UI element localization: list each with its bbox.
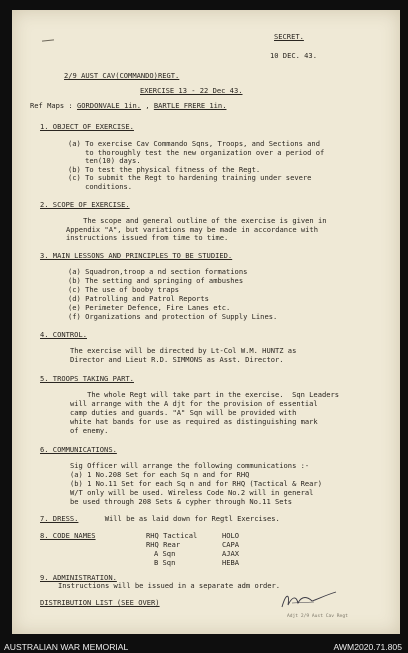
ref-maps-label: Ref Maps : — [30, 101, 77, 110]
unit-name: 2/9 AUST CAV(COMMANDO)REGT. — [64, 71, 180, 80]
section-5-line: white hat bands for use as required as distinguishing mark — [70, 417, 318, 426]
signature — [278, 589, 340, 611]
section-6-line: Sig Officer will arrange the following communications :- — [70, 461, 310, 470]
section-1-line: (a) To exercise Cav Commando Sqns, Troops, and Sections and — [68, 139, 320, 148]
section-6-line: (a) 1 No.208 Set for each Sq n and for RHQ — [70, 470, 250, 479]
section-3-item: (c) The use of booby traps — [68, 285, 180, 294]
code-name-unit: B Sqn — [154, 558, 176, 567]
section-4-line: The exercise will be directed by Lt-Col W.M. HUNTZ as — [70, 346, 297, 355]
section-6-heading: 6. COMMUNICATIONS. — [40, 445, 117, 454]
section-5-line: camp duties and guards. "A" Sqn will be provided with — [70, 408, 297, 417]
section-1-line: ten(10) days. — [68, 156, 141, 165]
footer-accession-number: AWM2020.71.805 — [333, 642, 402, 652]
exercise-title: EXERCISE 13 - 22 Dec 43. — [140, 86, 243, 95]
ref-map-sep: , — [141, 101, 154, 110]
code-name-unit: RHQ Rear — [146, 540, 181, 549]
section-1-line: (b) To test the physical fitness of the Regt. — [68, 165, 261, 174]
section-3-item: (e) Perimeter Defence, Fire Lanes etc. — [68, 303, 231, 312]
signature-title: Adjt 2/9 Aust Cav Regt — [287, 614, 348, 619]
section-4-line: Director and Lieut R.D. SIMMONS as Asst. Director. — [70, 355, 284, 364]
section-4-heading: 4. CONTROL. — [40, 330, 87, 339]
footer-institution: AUSTRALIAN WAR MEMORIAL — [4, 642, 129, 652]
section-5-line: will arrange with the A djt for the provision of essential — [70, 399, 318, 408]
code-name-code: HEBA — [222, 558, 240, 567]
code-name-code: AJAX — [222, 549, 240, 558]
code-name-code: CAPA — [222, 540, 240, 549]
section-7-heading: 7. DRESS. — [40, 514, 79, 523]
section-9-heading: 9. ADMINISTRATION. — [40, 573, 117, 582]
section-1-line: conditions. — [68, 182, 133, 191]
section-6-line: be used through 208 Sets & cypher through No.11 Sets — [70, 497, 293, 506]
section-1-line: (c) To submit the Regt to hardening training under severe — [68, 173, 312, 182]
section-3-heading: 3. MAIN LESSONS AND PRINCIPLES TO BE STUDIED. — [40, 251, 233, 260]
document-date: 10 DEC. 43. — [270, 51, 317, 60]
section-5-line: of enemy. — [70, 426, 109, 435]
section-2-line: Appendix "A", but variations may be made in accordance with — [66, 225, 318, 234]
section-5-line: The whole Regt will take part in the exercise. Sqn Leaders — [70, 390, 340, 399]
section-3-item: (d) Patrolling and Patrol Reports — [68, 294, 209, 303]
section-7 — [40, 515, 280, 524]
section-1-line: to thoroughly test the new organization over a period of — [68, 148, 325, 157]
archive-footer — [0, 642, 408, 653]
document-page — [12, 10, 400, 634]
code-name-unit: A Sqn — [154, 549, 176, 558]
section-2-heading: 2. SCOPE OF EXERCISE. — [40, 200, 130, 209]
distribution-list: DISTRIBUTION LIST (SEE OVER) — [40, 598, 160, 607]
section-5-heading: 5. TROOPS TAKING PART. — [40, 374, 134, 383]
section-3-item: (b) The setting and springing of ambushes — [68, 276, 244, 285]
section-8-heading: 8. CODE NAMES — [40, 531, 96, 540]
section-2-line: instructions issued from time to time. — [66, 233, 229, 242]
section-6-line: W/T only will be used. Wireless Code No.2 will in general — [70, 488, 314, 497]
section-6-line: (b) 1 No.11 Set for each Sq n and for RHQ (Tactical & Rear) — [70, 479, 322, 488]
section-3-item: (f) Organizations and protection of Supply Lines. — [68, 312, 278, 321]
pencil-mark — [42, 39, 54, 41]
section-2-line: The scope and general outline of the exercise is given in — [66, 216, 327, 225]
code-name-unit: RHQ Tactical — [146, 531, 198, 540]
section-1-heading: 1. OBJECT OF EXERCISE. — [40, 122, 134, 131]
section-3-item: (a) Squadron,troop a nd section formations — [68, 267, 248, 276]
section-9-text: Instructions will be issued in a separate adm order. — [58, 581, 281, 590]
code-name-code: HOLO — [222, 531, 240, 540]
ref-maps — [30, 102, 226, 111]
ref-map-1: GORDONVALE 1in. — [76, 101, 142, 110]
section-7-text: Will be as laid down for Regtl Exercises. — [104, 514, 280, 523]
classification-stamp: SECRET. — [274, 32, 304, 41]
ref-map-2: BARTLE FRERE 1in. — [153, 101, 227, 110]
